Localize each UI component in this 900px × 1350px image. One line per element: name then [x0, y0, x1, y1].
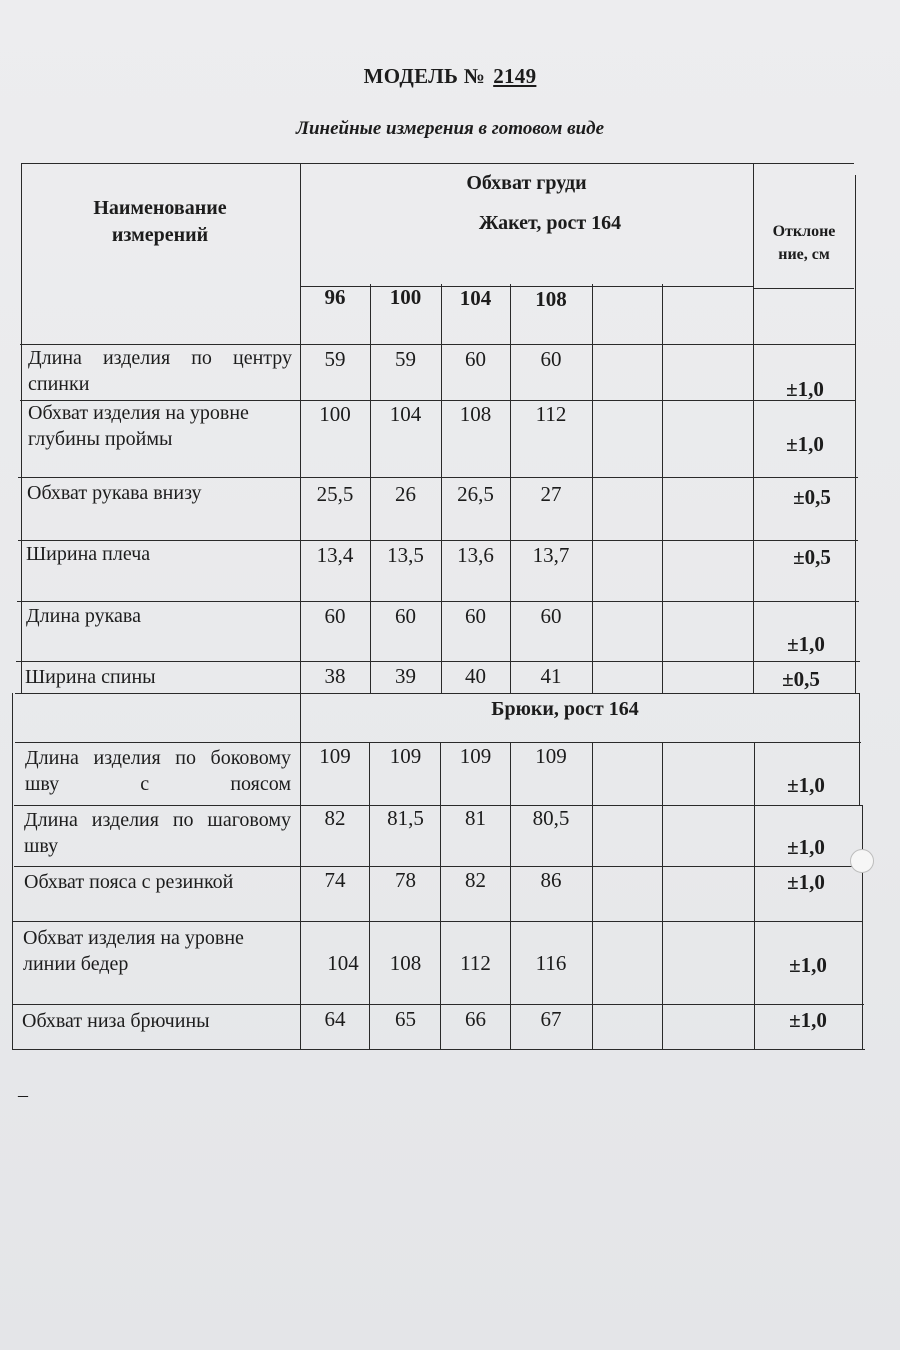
- grid-line: [859, 693, 860, 805]
- grid-line: [369, 742, 370, 1049]
- deviation-value: ±1,0: [787, 773, 825, 797]
- measurement-value: 100: [319, 402, 351, 426]
- measurement-value: 66: [465, 1007, 486, 1031]
- grid-line: [13, 921, 863, 922]
- measurement-value: 26: [395, 482, 416, 506]
- measurement-value: 116: [535, 951, 567, 975]
- grid-line: [22, 163, 854, 164]
- measurement-value: 109: [535, 744, 567, 768]
- measurement-value: 112: [535, 402, 567, 426]
- measurement-value: 39: [395, 664, 416, 688]
- measurement-value: 60: [395, 604, 416, 628]
- deviation-value: ±1,0: [787, 632, 825, 656]
- measurement-value: 65: [395, 1007, 416, 1031]
- grid-line: [18, 477, 858, 478]
- document-subtitle: Линейные измерения в готовом виде: [295, 118, 605, 139]
- measurement-value: 74: [324, 868, 346, 892]
- measurement-value: 40: [465, 664, 486, 688]
- measurement-value: 26,5: [457, 482, 494, 506]
- measurement-value: 64: [324, 1007, 346, 1031]
- header-chest-girth: Обхват груди: [466, 172, 587, 194]
- measurement-name: Обхват изделия на уровне глубины проймы: [28, 402, 249, 450]
- grid-line: [440, 742, 441, 1049]
- grid-line: [862, 805, 863, 1049]
- grid-line: [15, 742, 861, 743]
- measurement-value: 82: [324, 806, 346, 830]
- measurement-value: 13,4: [316, 543, 354, 567]
- size-header: 104: [459, 286, 492, 310]
- deviation-value: ±0,5: [793, 485, 831, 509]
- measurement-value: 67: [540, 1007, 562, 1031]
- grid-line: [12, 1004, 864, 1005]
- measurement-value: 13,6: [457, 543, 494, 567]
- measurement-value: 60: [324, 604, 346, 628]
- deviation-value: ±0,5: [793, 545, 831, 569]
- deviation-value: ±1,0: [789, 953, 827, 977]
- measurement-value: 104: [389, 402, 422, 426]
- grid-line: [12, 1049, 865, 1050]
- measurement-name: Длина рукава: [26, 605, 141, 627]
- measurement-name: Обхват низа брючины: [22, 1010, 210, 1032]
- grid-line: [16, 661, 860, 662]
- header-measurement-name: Наименование измерений: [93, 197, 227, 246]
- measurement-value: 60: [540, 604, 562, 628]
- measurement-name: Длина изделия по шаговому шву: [24, 809, 291, 857]
- size-header: 100: [389, 285, 422, 309]
- measurement-name: Обхват пояса с резинкой: [24, 871, 234, 893]
- grid-line: [754, 742, 755, 1049]
- model-title-prefix: МОДЕЛЬ №: [363, 64, 486, 88]
- grid-line: [855, 175, 856, 693]
- grid-line: [754, 288, 854, 289]
- deviation-value: ±1,0: [787, 870, 825, 894]
- measurement-value: 80,5: [532, 806, 570, 830]
- measurement-value: 81: [465, 806, 486, 830]
- deviation-value: ±1,0: [786, 377, 824, 401]
- measurement-value: 13,5: [387, 543, 424, 567]
- measurement-name: Длина изделия по центру спинки: [28, 347, 292, 395]
- measurement-value: 108: [459, 402, 492, 426]
- measurement-value: 82: [465, 868, 486, 892]
- grid-line: [592, 284, 593, 693]
- grid-line: [21, 163, 22, 693]
- measurement-value: 60: [465, 604, 486, 628]
- grid-line: [592, 742, 593, 1049]
- size-header: 108: [535, 287, 567, 311]
- grid-line: [662, 742, 663, 1049]
- measurement-value: 60: [540, 347, 562, 371]
- model-title: [0, 64, 900, 89]
- grid-line: [14, 866, 862, 867]
- measurement-value: 86: [540, 868, 562, 892]
- measurement-name: Обхват рукава внизу: [27, 482, 202, 504]
- header-jacket-height: Жакет, рост 164: [478, 212, 622, 234]
- measurement-name: Длина изделия по боковому шву с поясом: [25, 747, 291, 795]
- measurement-value: 38: [324, 664, 346, 688]
- measurement-value: 81,5: [387, 806, 424, 830]
- grid-line: [753, 163, 754, 693]
- pants-section-header: Брюки, рост 164: [491, 698, 639, 720]
- grid-line: [15, 693, 860, 694]
- measurement-value: 41: [540, 664, 562, 688]
- measurement-value: 112: [460, 951, 491, 975]
- deviation-value: ±1,0: [789, 1008, 827, 1032]
- grid-line: [12, 693, 13, 1049]
- measurement-value: 27: [540, 482, 562, 506]
- deviation-value: ±0,5: [782, 667, 820, 691]
- trailing-dash: –: [18, 1084, 28, 1106]
- measurement-value: 108: [389, 951, 422, 975]
- measurement-name: Ширина плеча: [26, 543, 151, 565]
- size-header: 96: [324, 285, 346, 309]
- deviation-value: ±1,0: [786, 432, 824, 456]
- measurement-value: 59: [324, 347, 346, 371]
- measurement-value: 104: [327, 951, 359, 975]
- punch-hole: [850, 849, 874, 873]
- grid-line: [510, 742, 511, 1049]
- measurement-value: 78: [395, 868, 416, 892]
- header-deviation: Отклоне ние, см: [772, 223, 836, 263]
- measurement-value: 25,5: [316, 482, 354, 506]
- measurement-name: Ширина спины: [25, 666, 156, 688]
- measurement-value: 13,7: [532, 543, 570, 567]
- deviation-value: ±1,0: [787, 835, 825, 859]
- measurement-name: Обхват изделия на уровне линии бедер: [23, 927, 244, 975]
- measurement-value: 109: [459, 744, 492, 768]
- grid-line: [17, 601, 859, 602]
- measurement-value: 59: [395, 347, 416, 371]
- measurement-value: 109: [389, 744, 422, 768]
- measurement-value: 109: [319, 744, 351, 768]
- measurement-value: 60: [465, 347, 486, 371]
- grid-line: [662, 284, 663, 693]
- model-number: 2149: [493, 64, 537, 88]
